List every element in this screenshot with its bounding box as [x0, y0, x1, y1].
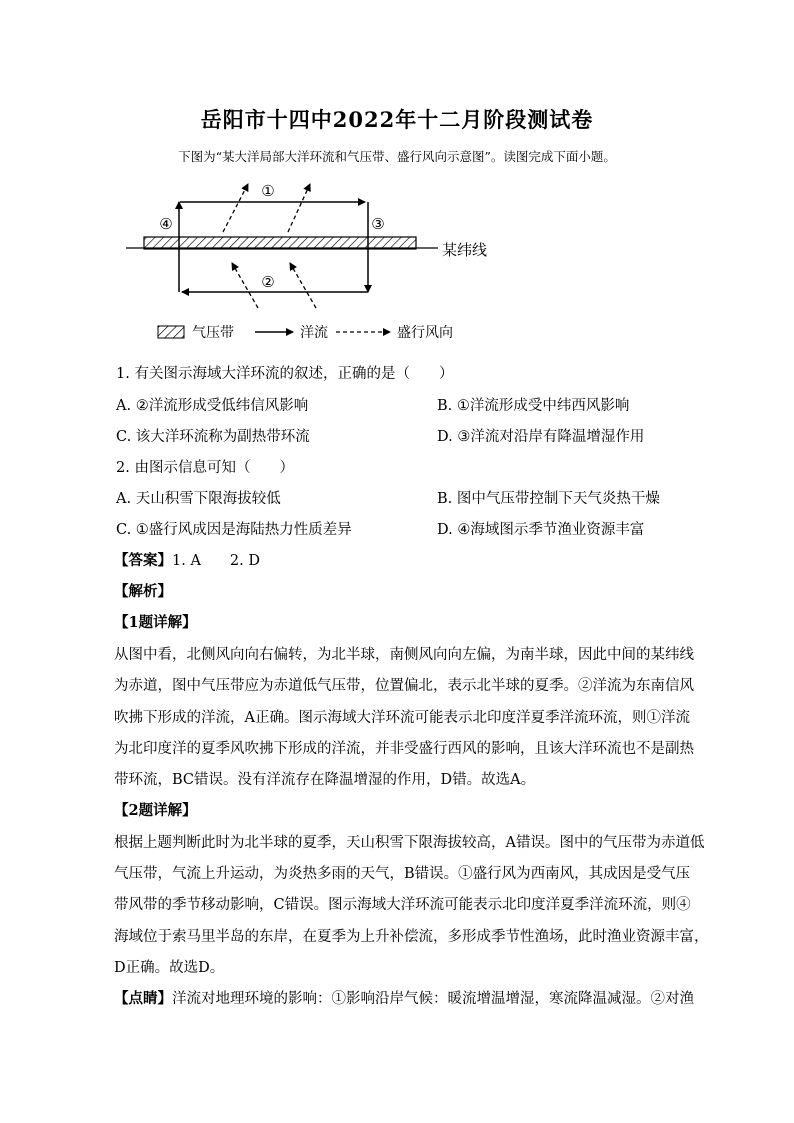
- wind-arrow-nw-2: [290, 263, 316, 308]
- question-1-option-a: A. ②洋流形成受低纬信风影响: [116, 398, 309, 414]
- page-title: 岳阳市十四中2022年十二月阶段测试卷: [200, 107, 594, 132]
- detail-2-line: 根据上题判断此时为北半球的夏季，天山积雪下限海拔较高，A错误。图中的气压带为赤道低: [114, 835, 705, 851]
- label-circle-2: ②: [261, 273, 275, 291]
- note-text: 洋流对地理环境的影响：①影响沿岸气候：暖流增温增湿，寒流降温减湿。②对渔: [172, 991, 694, 1007]
- detail-1-line: 带环流，BC错误。没有洋流存在降温增湿的作用，D错。故选A。: [114, 772, 536, 788]
- legend-current-label: 洋流: [300, 325, 328, 341]
- label-circle-1: ①: [261, 182, 275, 200]
- latitude-label: 某纬线: [442, 241, 488, 259]
- detail-1-heading: 【1题详解】: [114, 614, 197, 631]
- pressure-belt: [144, 237, 416, 249]
- wind-arrow-nw-1: [232, 263, 258, 308]
- analysis-label: 【解析】: [114, 583, 172, 600]
- detail-1-line: 为赤道，图中气压带应为赤道低气压带，位置偏北，表示北半球的夏季。②洋流为东南信风: [114, 678, 694, 694]
- legend-pressure-label: 气压带: [192, 325, 234, 341]
- question-2-option-a: A. 天山积雪下限海拔较低: [116, 491, 281, 507]
- question-1-stem: 1. 有关图示海域大洋环流的叙述，正确的是（ ）: [116, 366, 454, 382]
- detail-2-line: 气压带，气流上升运动，为炎热多雨的天气，B错误。①盛行风为西南风，其成因是受气压: [114, 866, 691, 882]
- detail-2-line: 带风带的季节移动影响，C错误。图示海域大洋环流可能表示北印度洋夏季洋流环流，则④: [114, 897, 691, 913]
- question-2-option-b: B. 图中气压带控制下天气炎热干燥: [437, 491, 660, 507]
- note-line: [114, 987, 694, 1008]
- detail-2-heading: 【2题详解】: [114, 802, 197, 819]
- wind-arrow-ne-2: [288, 184, 310, 232]
- detail-1-line: 吹拂下形成的洋流，A正确。图示海域大洋环流可能表示北印度洋夏季洋流环流，则①洋流: [114, 710, 690, 726]
- label-circle-4: ④: [159, 215, 173, 233]
- wind-arrow-ne-1: [223, 184, 248, 232]
- legend-wind-label: 盛行风向: [397, 325, 453, 341]
- label-circle-3: ③: [371, 215, 385, 233]
- detail-1-line: 为北印度洋的夏季风吹拂下形成的洋流，并非受盛行西风的影响，且该大洋环流也不是副热: [114, 741, 694, 757]
- answer-line: [114, 549, 260, 570]
- question-1-option-d: D. ③洋流对沿岸有降温增湿作用: [437, 429, 645, 445]
- question-2-option-c: C. ①盛行风成因是海陆热力性质差异: [116, 522, 352, 538]
- answer-label: 【答案】: [114, 552, 172, 569]
- detail-2-line: D正确。故选D。: [114, 960, 225, 976]
- question-2-option-d: D. ④海域图示季节渔业资源丰富: [437, 522, 645, 538]
- question-1-option-b: B. ①洋流形成受中纬西风影响: [437, 398, 630, 414]
- answer-text: 1. A 2. D: [172, 553, 260, 569]
- note-label: 【点睛】: [114, 990, 172, 1007]
- intro-text: 下图为“某大洋局部大洋环流和气压带、盛行风向示意图”。读图完成下面小题。: [178, 149, 616, 164]
- detail-1-line: 从图中看，北侧风向向右偏转，为北半球，南侧风向向左偏，为南半球，因此中间的某纬线: [114, 647, 694, 663]
- detail-2-line: 海域位于索马里半岛的东岸，在夏季为上升补偿流，多形成季节性渔场，此时渔业资源丰富，: [114, 929, 709, 945]
- ocean-current-diagram: [120, 170, 500, 345]
- question-2-stem: 2. 由图示信息可知（ ）: [116, 460, 294, 476]
- question-1-option-c: C. 该大洋环流称为副热带环流: [116, 429, 310, 445]
- legend-pressure-swatch: [158, 326, 184, 338]
